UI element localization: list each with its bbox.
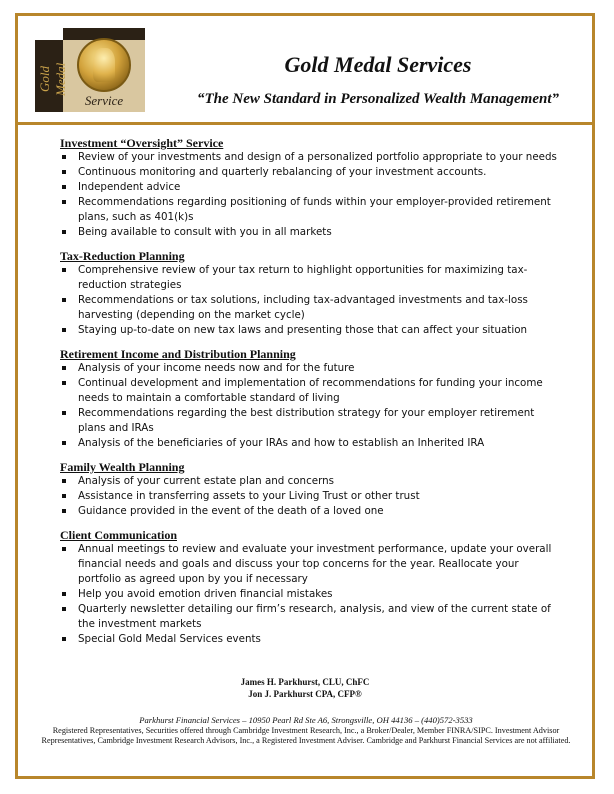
bullet-icon — [62, 381, 66, 385]
section-heading: Investment “Oversight” Service — [60, 136, 224, 150]
section-investment-oversight — [60, 136, 560, 240]
footer-address: Parkhurst Financial Services – 10950 Pearl Rd Ste A6, Strongsville, OH 44136 – (440)572-3533 — [139, 715, 473, 725]
header — [18, 16, 592, 120]
section-tax-reduction — [60, 249, 560, 338]
bullet-icon — [62, 547, 66, 551]
bullet-icon — [62, 479, 66, 483]
bullet-icon — [62, 637, 66, 641]
bullet-icon — [62, 509, 66, 513]
list-item: Continuous monitoring and quarterly rebalancing of your investment accounts. — [60, 165, 560, 180]
list-item: Comprehensive review of your tax return to highlight opportunities for maximizing tax-reduction strategies — [60, 263, 560, 293]
bullet-icon — [62, 155, 66, 159]
header-divider — [18, 122, 592, 125]
section-client-communication — [60, 528, 560, 647]
section-heading: Client Communication — [60, 528, 177, 542]
section-heading: Family Wealth Planning — [60, 460, 185, 474]
list-item: Quarterly newsletter detailing our firm’s research, analysis, and view of the current state of the investment markets — [60, 602, 560, 632]
bullet-icon — [62, 494, 66, 498]
list-item: Recommendations or tax solutions, including tax-advantaged investments and tax-loss harvesting (depending on the market cycle) — [60, 293, 560, 323]
footer-disclaimer: Registered Representatives, Securities offered through Cambridge Investment Research, Inc., a Broker/Dealer, Member FINRA/SIPC. Investment Advisor Representatives, Cambridge Investment Research Advisors, Inc., a Registered Investment Adviser. Cambridge and Parkhurst Financial Services are not affiliated. — [41, 726, 571, 745]
section-heading: Retirement Income and Distribution Planning — [60, 347, 296, 361]
bullet-icon — [62, 185, 66, 189]
list-item: Recommendations regarding the best distribution strategy for your employer retirement plans and IRAs — [60, 406, 560, 436]
bullet-icon — [62, 441, 66, 445]
section-retirement-income — [60, 347, 560, 451]
gold-coin-icon — [77, 38, 131, 92]
list-item: Assistance in transferring assets to your Living Trust or other trust — [60, 489, 560, 504]
list-item: Help you avoid emotion driven financial mistakes — [60, 587, 560, 602]
logo-word: Service — [84, 93, 124, 108]
list-item: Staying up-to-date on new tax laws and presenting those that can affect your situation — [60, 323, 560, 338]
bullet-icon — [62, 298, 66, 302]
bullet-icon — [62, 328, 66, 332]
list-item: Guidance provided in the event of the death of a loved one — [60, 504, 560, 519]
list-item: Being available to consult with you in all markets — [60, 225, 560, 240]
signers — [18, 676, 592, 700]
section-heading: Tax-Reduction Planning — [60, 249, 185, 263]
bullet-icon — [62, 411, 66, 415]
services-content — [60, 136, 560, 656]
list-item: Independent advice — [60, 180, 560, 195]
bullet-icon — [62, 170, 66, 174]
tagline: “The New Standard in Personalized Wealth Management” — [197, 91, 559, 107]
list-item: Analysis of your income needs now and for the future — [60, 361, 560, 376]
list-item: Continual development and implementation of recommendations for funding your income needs to maintain a comfortable standard of living — [60, 376, 560, 406]
list-item: Special Gold Medal Services events — [60, 632, 560, 647]
gold-medal-logo — [35, 28, 145, 112]
bullet-icon — [62, 592, 66, 596]
section-family-wealth — [60, 460, 560, 519]
signer-1: James H. Parkhurst, CLU, ChFC — [240, 677, 370, 687]
bullet-icon — [62, 268, 66, 272]
list-item: Analysis of the beneficiaries of your IRAs and how to establish an Inherited IRA — [60, 436, 560, 451]
list-item: Analysis of your current estate plan and concerns — [60, 474, 560, 489]
signer-2: Jon J. Parkhurst CPA, CFP® — [248, 689, 362, 699]
list-item: Review of your investments and design of a personalized portfolio appropriate to your needs — [60, 150, 560, 165]
page-title: Gold Medal Services — [284, 52, 472, 77]
logo-vertical-text: Gold Medal — [37, 62, 68, 96]
list-item: Annual meetings to review and evaluate your investment performance, update your overall financial needs and goals and discuss your top concerns for the year. Reallocate your portfolio as agreed upon by you if necessary — [60, 542, 560, 587]
bullet-icon — [62, 200, 66, 204]
bullet-icon — [62, 366, 66, 370]
footer — [26, 715, 586, 746]
list-item: Recommendations regarding positioning of funds within your employer-provided retirement plans, such as 401(k)s — [60, 195, 560, 225]
page-frame — [15, 13, 595, 779]
bullet-icon — [62, 607, 66, 611]
bullet-icon — [62, 230, 66, 234]
